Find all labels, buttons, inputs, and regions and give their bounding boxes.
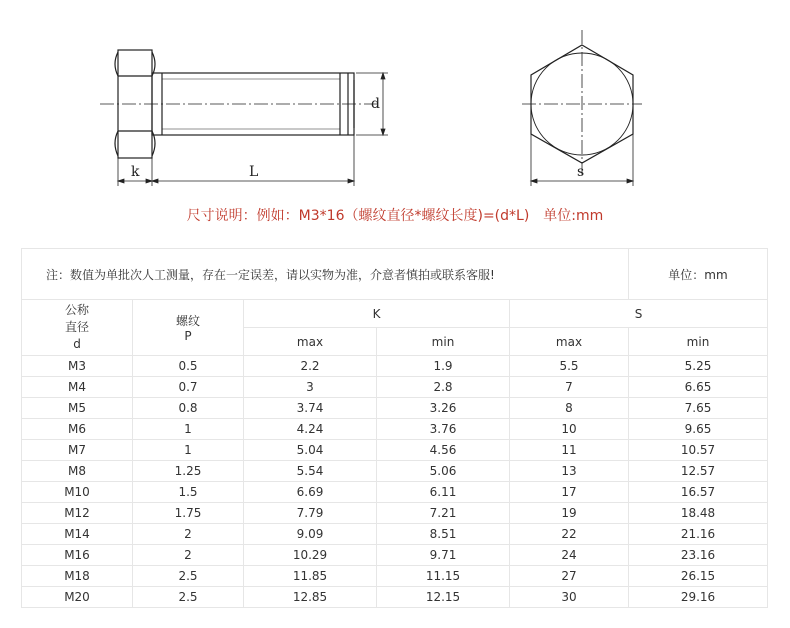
- cell-k-min: 3.76: [377, 419, 510, 440]
- cell-s-min: 21.16: [629, 524, 768, 545]
- cell-k-max: 6.69: [244, 482, 377, 503]
- table-row: [22, 377, 768, 398]
- cell-s-max: 22: [510, 524, 629, 545]
- cell-s-min: 29.16: [629, 587, 768, 608]
- cell-k-max: 9.09: [244, 524, 377, 545]
- cell-s-max: 17: [510, 482, 629, 503]
- dimension-label-L: L: [249, 164, 259, 180]
- cell-k-min: 8.51: [377, 524, 510, 545]
- cell-pitch: 1.75: [133, 503, 244, 524]
- cell-d: M4: [22, 377, 133, 398]
- cell-s-max: 7: [510, 377, 629, 398]
- table-row: [22, 566, 768, 587]
- table-row: [22, 524, 768, 545]
- cell-d: M20: [22, 587, 133, 608]
- cell-d: M14: [22, 524, 133, 545]
- cell-k-min: 7.21: [377, 503, 510, 524]
- cell-pitch: 2.5: [133, 587, 244, 608]
- cell-s-max: 24: [510, 545, 629, 566]
- cell-pitch: 2: [133, 524, 244, 545]
- cell-k-min: 1.9: [377, 356, 510, 377]
- cell-k-max: 5.54: [244, 461, 377, 482]
- cell-k-min: 3.26: [377, 398, 510, 419]
- cell-d: M18: [22, 566, 133, 587]
- table-row: [22, 356, 768, 377]
- header-thread-pitch: [133, 300, 244, 356]
- header-d-line2: 直径: [64, 320, 89, 334]
- cell-k-max: 12.85: [244, 587, 377, 608]
- cell-s-max: 30: [510, 587, 629, 608]
- cell-s-max: 27: [510, 566, 629, 587]
- cell-pitch: 1.25: [133, 461, 244, 482]
- cell-s-min: 12.57: [629, 461, 768, 482]
- cell-k-min: 6.11: [377, 482, 510, 503]
- cell-k-max: 10.29: [244, 545, 377, 566]
- header-s-max: max: [510, 328, 629, 356]
- table-row: [22, 440, 768, 461]
- header-p-line1: 螺纹: [175, 314, 200, 328]
- header-d-line1: 公称: [64, 303, 89, 317]
- cell-d: M6: [22, 419, 133, 440]
- cell-pitch: 1: [133, 440, 244, 461]
- header-k: K: [244, 300, 510, 328]
- cell-d: M10: [22, 482, 133, 503]
- cell-s-max: 5.5: [510, 356, 629, 377]
- cell-k-min: 11.15: [377, 566, 510, 587]
- cell-k-min: 2.8: [377, 377, 510, 398]
- table-row: [22, 587, 768, 608]
- cell-d: M7: [22, 440, 133, 461]
- cell-d: M12: [22, 503, 133, 524]
- cell-pitch: 1.5: [133, 482, 244, 503]
- unit-text: 单位：mm: [629, 249, 768, 300]
- cell-s-max: 10: [510, 419, 629, 440]
- note-row: [22, 249, 768, 300]
- table-row: [22, 461, 768, 482]
- cell-s-max: 11: [510, 440, 629, 461]
- header-k-max: max: [244, 328, 377, 356]
- cell-pitch: 2: [133, 545, 244, 566]
- cell-s-min: 18.48: [629, 503, 768, 524]
- cell-k-max: 11.85: [244, 566, 377, 587]
- cell-s-max: 13: [510, 461, 629, 482]
- cell-k-max: 5.04: [244, 440, 377, 461]
- header-nominal-diameter: [22, 300, 133, 356]
- dimension-caption: 尺寸说明：例如：M3*16（螺纹直径*螺纹长度)=(d*L) 单位:mm: [186, 208, 604, 224]
- spec-table: [21, 248, 768, 608]
- bolt-drawing: [0, 0, 790, 200]
- table-row: [22, 398, 768, 419]
- header-s-min: min: [629, 328, 768, 356]
- bolt-top-view: [522, 30, 642, 175]
- cell-d: M16: [22, 545, 133, 566]
- cell-s-min: 7.65: [629, 398, 768, 419]
- cell-d: M5: [22, 398, 133, 419]
- cell-pitch: 0.5: [133, 356, 244, 377]
- cell-s-min: 16.57: [629, 482, 768, 503]
- cell-d: M3: [22, 356, 133, 377]
- table-row: [22, 419, 768, 440]
- dimension-label-d: d: [371, 96, 380, 112]
- table-row: [22, 545, 768, 566]
- table-row: [22, 503, 768, 524]
- cell-s-min: 6.65: [629, 377, 768, 398]
- cell-pitch: 1: [133, 419, 244, 440]
- cell-k-max: 2.2: [244, 356, 377, 377]
- cell-s-max: 19: [510, 503, 629, 524]
- cell-pitch: 0.8: [133, 398, 244, 419]
- header-k-min: min: [377, 328, 510, 356]
- cell-s-min: 10.57: [629, 440, 768, 461]
- cell-k-min: 9.71: [377, 545, 510, 566]
- cell-s-max: 8: [510, 398, 629, 419]
- cell-k-min: 4.56: [377, 440, 510, 461]
- cell-k-min: 5.06: [377, 461, 510, 482]
- cell-d: M8: [22, 461, 133, 482]
- header-p-line2: P: [184, 329, 192, 343]
- cell-pitch: 2.5: [133, 566, 244, 587]
- cell-s-min: 5.25: [629, 356, 768, 377]
- cell-s-min: 9.65: [629, 419, 768, 440]
- header-row-1: [22, 300, 768, 328]
- cell-k-min: 12.15: [377, 587, 510, 608]
- table-row: [22, 482, 768, 503]
- cell-k-max: 4.24: [244, 419, 377, 440]
- header-s: S: [510, 300, 768, 328]
- dimension-label-k: k: [131, 164, 140, 180]
- cell-pitch: 0.7: [133, 377, 244, 398]
- cell-k-max: 7.79: [244, 503, 377, 524]
- cell-k-max: 3: [244, 377, 377, 398]
- cell-s-min: 23.16: [629, 545, 768, 566]
- bolt-side-view: [100, 50, 380, 158]
- header-d-line3: d: [73, 337, 81, 351]
- dimension-label-s: s: [577, 164, 585, 180]
- note-text: 注：数值为单批次人工测量，存在一定误差，请以实物为准，介意者慎拍或联系客服!: [22, 249, 629, 300]
- cell-k-max: 3.74: [244, 398, 377, 419]
- cell-s-min: 26.15: [629, 566, 768, 587]
